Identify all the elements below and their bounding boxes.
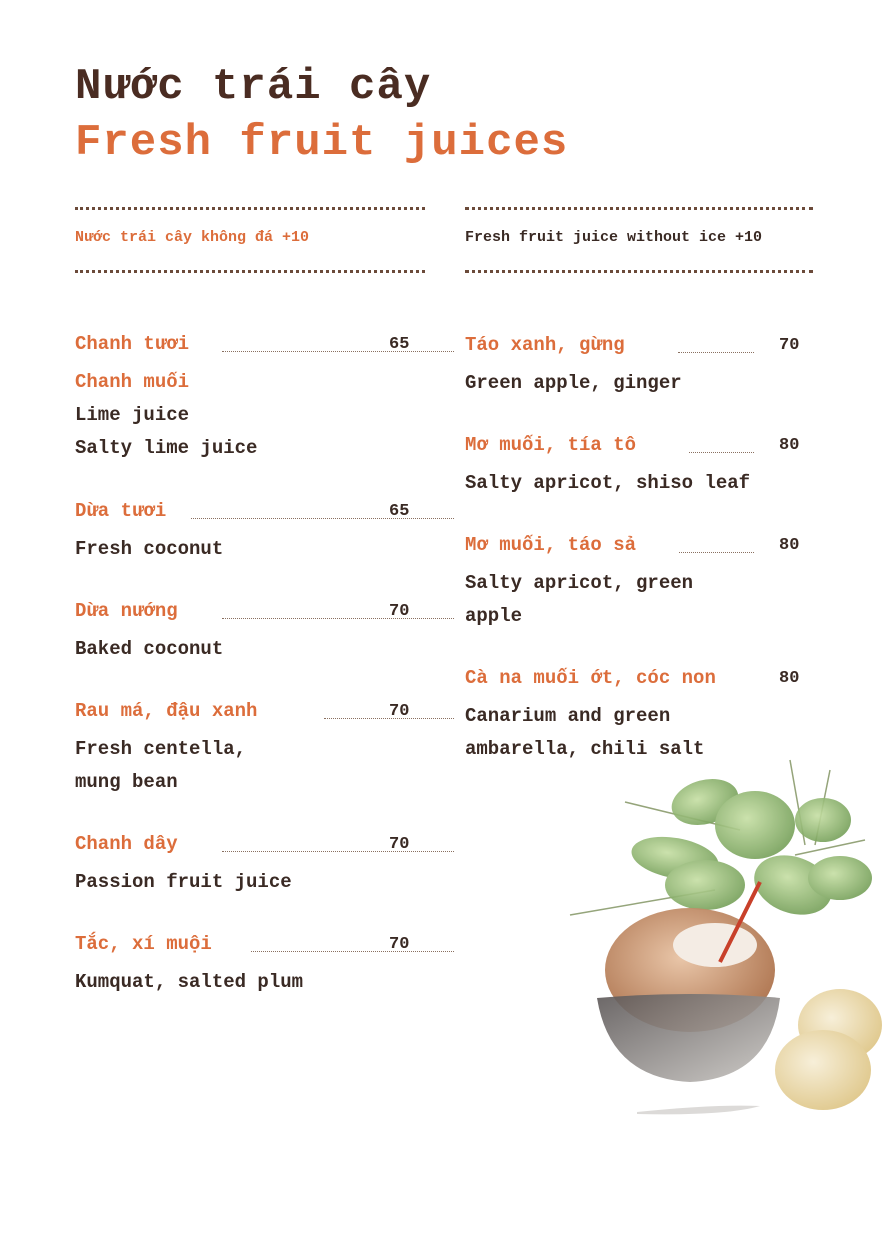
ice-note-english: Fresh fruit juice without ice +10	[465, 229, 763, 246]
menu-item-dua-tuoi	[75, 500, 415, 566]
item-name-secondary: Chanh muối	[75, 371, 190, 393]
item-name: Táo xanh, gừng	[465, 334, 625, 356]
item-name: Dừa nướng	[75, 600, 178, 622]
price-leader	[222, 351, 454, 352]
menu-title-english: Fresh fruit juices	[75, 118, 569, 168]
price-leader	[222, 618, 454, 619]
item-price: 70	[779, 336, 800, 355]
item-description: Fresh coconut	[75, 538, 224, 560]
item-description: apple	[465, 605, 523, 627]
item-description: Salty lime juice	[75, 437, 258, 459]
item-description: Canarium and green	[465, 705, 671, 727]
item-description: Kumquat, salted plum	[75, 971, 304, 993]
menu-item-mo-muoi-tao-sa	[465, 534, 805, 633]
menu-title-vietnamese: Nước trái cây	[75, 62, 432, 112]
item-name: Mơ muối, táo sả	[465, 534, 637, 556]
item-name: Dừa tươi	[75, 500, 167, 522]
menu-item-rau-ma	[75, 700, 415, 799]
divider-bottom-right	[465, 270, 813, 273]
item-description: Green apple, ginger	[465, 372, 682, 394]
bowl	[597, 994, 780, 1082]
coconut-opening	[673, 923, 757, 967]
price-leader	[679, 552, 754, 553]
item-name: Tắc, xí muội	[75, 933, 212, 955]
price-leader	[678, 352, 754, 353]
item-name: Cà na muối ớt, cóc non	[465, 667, 716, 689]
divider-top-right	[465, 207, 813, 210]
coconut-drink-illustration	[565, 740, 886, 1130]
item-description: ambarella, chili salt	[465, 738, 705, 760]
menu-item-mo-muoi-tia-to	[465, 434, 805, 500]
item-price: 65	[389, 502, 410, 521]
divider-top-left	[75, 207, 425, 210]
item-description: mung bean	[75, 771, 178, 793]
divider-bottom-left	[75, 270, 425, 273]
item-price: 70	[389, 702, 410, 721]
item-description: Salty apricot, green	[465, 572, 694, 594]
pale-fruit	[775, 1030, 871, 1110]
menu-item-tac-xi-muoi	[75, 933, 415, 999]
item-price: 80	[779, 436, 800, 455]
item-description: Passion fruit juice	[75, 871, 292, 893]
item-price: 65	[389, 335, 410, 354]
menu-item-chanh-tuoi	[75, 333, 415, 465]
menu-item-dua-nuong	[75, 600, 415, 666]
menu-item-chanh-day	[75, 833, 415, 899]
item-price: 80	[779, 669, 800, 688]
item-name: Chanh dây	[75, 833, 178, 855]
price-leader	[191, 518, 454, 519]
item-name: Chanh tươi	[75, 333, 190, 355]
item-description: Fresh centella,	[75, 738, 247, 760]
spoon	[637, 1106, 760, 1115]
item-price: 70	[389, 602, 410, 621]
menu-item-tao-xanh-gung	[465, 334, 805, 400]
item-price: 70	[389, 935, 410, 954]
price-leader	[251, 951, 454, 952]
item-description: Lime juice	[75, 404, 190, 426]
item-price: 80	[779, 536, 800, 555]
ice-note-vietnamese: Nước trái cây không đá +10	[75, 229, 310, 246]
price-leader	[222, 851, 454, 852]
item-description: Baked coconut	[75, 638, 224, 660]
price-leader	[689, 452, 754, 453]
item-description: Salty apricot, shiso leaf	[465, 472, 751, 494]
item-name: Rau má, đậu xanh	[75, 700, 258, 722]
item-price: 70	[389, 835, 410, 854]
item-name: Mơ muối, tía tô	[465, 434, 637, 456]
